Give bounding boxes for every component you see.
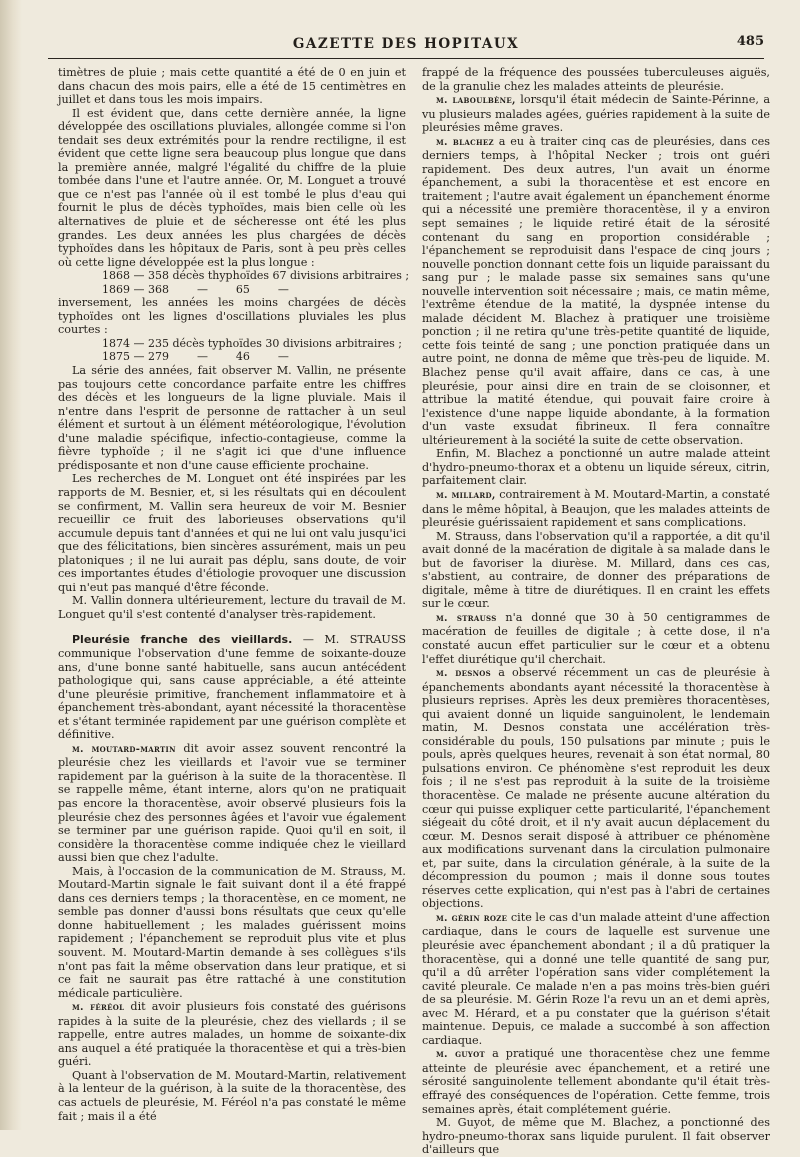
paragraph: M. Guyot, de même que M. Blachez, a ponctionné des hydro-pneumo-thorax sans liquide purulent. Il fait observer d'ailleurs que [422,1116,770,1157]
paragraph: inversement, les années les moins chargées de décès typhoïdes ont les lignes d'oscillations pluviales les plus courtes : [58,296,406,337]
speaker-name: m. millard, [436,489,496,501]
statistic-line: 1875 — 279 — 46 — [102,350,289,364]
paragraph: Il est évident que, dans cette dernière année, la ligne développée des oscillations pluviales, allongée comme si l'on tendait ses deux extrémités pour la rendre rectiligne, il est évident que cette ligne sera beaucoup plus longue que dans la première année, malgré l'égalité du chiffre de la pluie tombée dans l'une et l'autre année. Or, M. Longuet a trouvé que ce n'est pas l'année où il est tombé le plus d'eau qui fournit le plus de décès typhoïdes, mais bien celle où les alternatives de pluie et de sécheresse ont été les plus grandes. Les deux années les plus chargées de décès typhoïdes dans les hôpitaux de Paris, sont à peu près celles où cette ligne développée est la plus longue : [58,106,406,269]
statistic-line: 1874 — 235 décès typhoïdes 30 divisions arbitraires ; [102,336,402,350]
paragraph [422,135,770,448]
paragraph-text: a observé récemment un cas de pleurésie à épanchements abondants ayant nécessité la thoracentèse à plusieurs reprises. Après les deux premières thoracentèses, qui avaient donné un liquide sanguinolent, le lendemain matin, M. Desnos constata une accélération très-considérable du pouls, 150 pulsations par minute ; puis le pouls, après quelques heures, revenait à son état normal, 80 pulsations environ. Ce phénomène s'est reproduit les deux fois ; il ne s'est pas reproduit à la suite de la troisième thoracentèse. Ce malade ne présente aucune altération du cœur qui puisse expliquer cette particularité, l'épanchement siégeait du côté droit, et il n'y avait aucun déplacement du cœur. M. Desnos serait disposé à attribuer ce phénomène aux modifications survenant dans la circulation pulmonaire et, par suite, dans la circulation générale, à la suite de la décompression du poumon ; mais il donne sous toutes réserves cette explication, qui n'est pas à l'abri de certaines objections. [422,666,770,911]
paragraph [58,1000,406,1069]
right-column [422,66,770,1157]
statistic-line: 1868 — 358 décès thyphoïdes 67 divisions arbitraires ; [102,269,410,283]
section-gap [58,621,406,633]
paragraph: M. Strauss, dans l'observation qu'il a rapportée, a dit qu'il avait donné de la macération de digitale à sa malade dans le but de favoriser la diurèse. M. Millard, dans ces cas, s'abstient, au contraire, de donner des préparations de digitale, même à titre de diurétiques. Il en craint les effets sur le cœur. [422,529,770,611]
paragraph [422,488,770,530]
page-binding-edge [0,0,22,1130]
speaker-name: m. gérin roze [436,912,508,924]
paragraph [422,666,770,911]
paragraph: Quant à l'observation de M. Moutard-Martin, relativement à la lenteur de la guérison, à la suite de la thoracentèse, des cas actuels de pleurésie, M. Féréol n'a pas constaté le même fait ; mais il a été [58,1068,406,1123]
paragraph [422,1047,770,1116]
paragraph-text: dit avoir assez souvent rencontré la pleurésie chez les vieillards et l'avoir vue se terminer rapidement par la guérison à la suite de la thoracentèse. Il se rappelle même, étant interne, alors qu'on ne pratiquait pas encore la thoracentèse, avoir observé plusieurs fois la pleurésie chez des personnes âgées et l'avoir vue également se terminer par une guérison rapide. Quoi qu'il en soit, il considère la thoracentèse comme indiquée chez le vieillard aussi bien que chez l'adulte. [58,741,406,865]
page-header [48,34,764,62]
paragraph [422,611,770,666]
statistic-line: 1869 — 368 — 65 — [102,282,289,296]
paragraph: timètres de pluie ; mais cette quantité a été de 0 en juin et dans chacun des mois pairs, elle a été de 15 centimètres en juillet et dans tous les mois impairs. [58,66,406,107]
section-heading: Pleurésie franche des vieillards. [72,633,293,647]
paragraph: frappé de la fréquence des poussées tuberculeuses aiguës, de la granulie chez les malades atteints de pleurésie. [422,66,770,93]
speaker-name: m. laboulbène, [436,95,516,107]
header-rule [48,58,764,59]
journal-title: GAZETTE DES HOPITAUX [292,36,520,52]
paragraph: Mais, à l'occasion de la communication de M. Strauss, M. Moutard-Martin signale le fait suivant dont il a été frappé dans ces derniers temps ; la thoracentèse, en ce moment, ne semble pas donner d'aussi bons résultats que ceux qu'elle donne habituellement ; les malades guérissent moins rapidement ; l'épanchement se reproduit plus vite et plus souvent. M. Moutard-Martin demande à ses collègues s'ils n'ont pas fait la même observation dans leur pratique, et si ce fait ne saurait pas être rattaché à une constitution médicale particulière. [58,864,406,1000]
speaker-name: m. desnos [436,668,492,680]
paragraph-text: lorsqu'il était médecin de Sainte-Périnne, a vu plusieurs malades agées, guéries rapidement à la suite de pleurésies même graves. [422,93,771,135]
speaker-name: m. guyot [436,1049,485,1061]
section-paragraph [58,633,406,741]
speaker-name: m. féréol [72,1002,125,1014]
speaker-name: m. blachez [436,136,494,148]
paragraph-text: cite le cas d'un malade atteint d'une affection cardiaque, dans le cours de laquelle est survenue une pleurésie avec épanchement abondant ; il a dû pratiquer la thoracentèse, qui a donné une telle quantité de sang pur, qu'il a dû arrêter l'opération sans vider complétement la cavité pleurale. Ce malade n'en a pas moins très-bien guéri de sa pleurésie. M. Gérin Roze l'a revu un an et demi après, avec M. Hérard, et a pu constater que la guérison s'était maintenue. Depuis, ce malade a succombé à son affection cardiaque. [422,910,770,1047]
speaker-name: m. moutard-martin [72,743,176,755]
paragraph-text: contrairement à M. Moutard-Martin, a constaté dans le même hôpital, à Beaujon, que les malades atteints de pleurésie guérissaient rapidement et sans complications. [422,487,770,530]
paragraph: La série des années, fait observer M. Vallin, ne présente pas toujours cette concordance parfaite entre les chiffres des décès et les longueurs de la ligne pluviale. Mais il n'entre dans l'esprit de personne de rattacher à un seul élément et surtout à un élément météorologique, l'évolution d'une maladie spécifique, infectio-contagieuse, comme la fièvre typhoïde ; il ne s'agit ici que d'une influence prédisposante et non d'une cause efficiente prochaine. [58,364,406,472]
paragraph-text: a eu à traiter cinq cas de pleurésies, dans ces derniers temps, à l'hôpital Necker ; trois ont guéri rapidement. Des deux autres, l'un avait un énorme épanchement, a subi la thoracentèse et est encore en traitement ; l'autre avait également un épanchement énorme qui a nécessité une première thoracentèse, il y a environ sept semaines ; le liquide retiré était de la sérosité contenant du sang en proportion considérable ; l'épanchement se reproduisit dans l'espace de cinq jours ; nouvelle ponction donnant cette fois un liquide paraissant du sang pur ; le malade passe six semaines sans qu'une nouvelle intervention soit nécessaire ; mais, ce matin même, l'extrême étendue de la matité, la dyspnée intense du malade décident M. Blachez à pratiquer une troisième ponction ; il ne retira qu'une très-petite quantité de liquide, cette fois teinté de sang ; une ponction pratiquée dans un autre point, ne donna de même que très-peu de liquide. M. Blachez pense qu'il avait affaire, dans ce cas, à une pleurésie, pour ainsi dire en train de se cloisonner, et attribue la matité étendue, qui pouvait faire croire à l'existence d'une nappe liquide abondante, à la formation d'un vaste exsudat fibrineux. Il fera connaître ultérieurement à la société la suite de cette observation. [422,134,771,447]
paragraph: M. Vallin donnera ultérieurement, lecture du travail de M. Longuet qu'il s'est contenté d'analyser très-rapidement. [58,594,406,621]
paragraph [422,911,770,1047]
page-number: 485 [736,34,764,49]
paragraph: Enfin, M. Blachez a ponctionné un autre malade atteint d'hydro-pneumo-thorax et a obtenu un liquide séreux, citrin, parfaitement clair. [422,447,770,488]
paragraph-text: n'a donné que 30 à 50 centigrammes de macération de feuilles de digitale ; à cette dose, il n'a constaté aucun effet particulier sur le cœur et a obtenu l'effet diurétique qu'il cherchait. [422,610,770,666]
paragraph: Les recherches de M. Longuet ont été inspirées par les rapports de M. Besnier, et, si les résultats qui en découlent se confirment, M. Vallin sera heureux de voir M. Besnier recueillir ce fruit des laborieuses observations qu'il accumule depuis tant d'années et qui ne lui ont valu jusqu'ici que des félicitations, bien sincères assurément, mais un peu platoniques ; il ne lui aurait pas déplu, sans doute, de voir ces importantes études d'étiologie provoquer une discussion qui n'eut pas manqué d'être féconde. [58,472,406,594]
paragraph-text: a pratiqué une thoracentèse chez une femme atteinte de pleurésie avec épanchement, et a retiré une sérosité sanguinolente tellement abondante qu'il était très-effrayé des conséquences de l'opération. Cette femme, trois semaines après, était complétement guérie. [422,1047,770,1116]
speaker-name: m. strauss [436,612,497,624]
paragraph-text: dit avoir plusieurs fois constaté des guérisons rapides à la suite de la pleurésie, chez des viellards ; il se rappelle, entre autres malades, un homme de soixante-dix ans auquel a été pratiquée la thoracentèse et qui a très-bien guéri. [58,1000,406,1069]
paragraph [58,742,406,865]
left-column [58,66,410,1123]
paragraph-text: — M. STRAUSS communique l'observation d'une femme de soixante-douze ans, d'une bonne santé habituelle, sans aucun antécédent pathologique qui, sans cause appréciable, a été atteinte d'une pleurésie primitive, franchement inflammatoire et à épanchement très-abondant, ayant nécessité la thoracentèse et s'étant terminée rapidement par une guérison complète et définitive. [58,633,406,742]
paragraph [422,93,770,135]
